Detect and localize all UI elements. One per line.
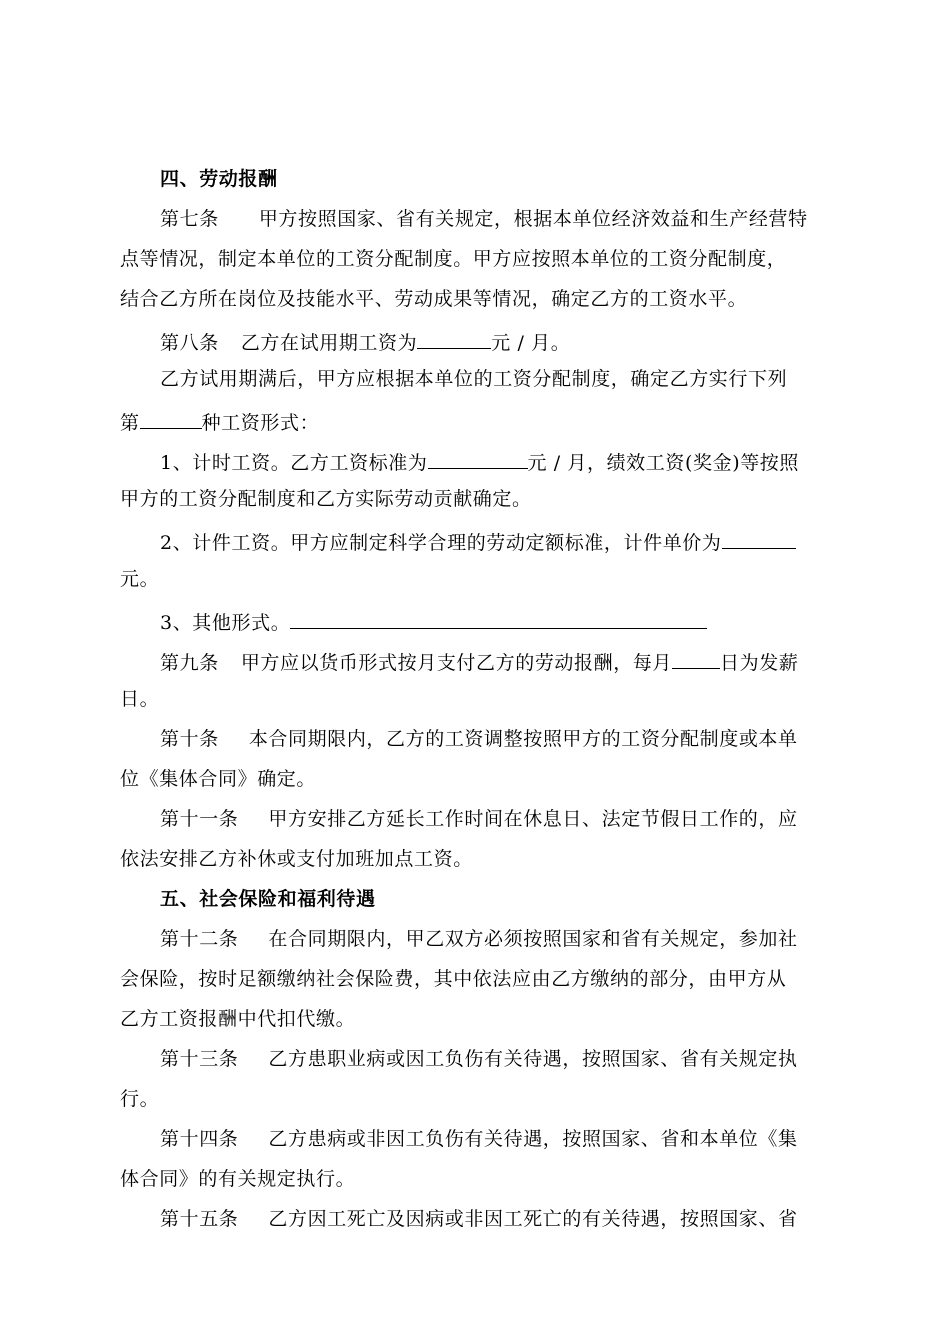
article-10-number: 第十条 — [160, 728, 219, 750]
article-12-number: 第十二条 — [160, 928, 239, 950]
option-1-line-1 — [160, 446, 799, 476]
article-10-line-2: 位《集体合同》确定。 — [120, 768, 317, 790]
article-11-line-2: 依法安排乙方补休或支付加班加点工资。 — [120, 848, 473, 870]
article-11-number: 第十一条 — [160, 808, 239, 830]
option-1-text-a: 1、计时工资。乙方工资标准为 — [160, 452, 428, 474]
article-14-line-1 — [160, 1126, 798, 1152]
article-11-text-1: 甲方安排乙方延长工作时间在休息日、法定节假日工作的，应 — [268, 808, 798, 830]
wage-form-prefix: 第 — [120, 412, 140, 434]
article-9-line-1 — [160, 646, 798, 676]
option-2-line-2: 元。 — [120, 568, 160, 590]
article-15-number: 第十五条 — [160, 1208, 239, 1230]
article-8-para-2-line-1: 乙方试用期满后，甲方应根据本单位的工资分配制度，确定乙方实行下列 — [160, 368, 788, 390]
article-15-text-1: 乙方因工死亡及因病或非因工死亡的有关待遇，按照国家、省 — [268, 1208, 798, 1230]
article-7-line-3: 结合乙方所在岗位及技能水平、劳动成果等情况，确定乙方的工资水平。 — [120, 288, 748, 310]
article-8-line-1 — [160, 326, 570, 356]
other-form-blank[interactable] — [290, 606, 707, 629]
article-9-number: 第九条 — [160, 652, 219, 674]
article-9-text-a: 甲方应以货币形式按月支付乙方的劳动报酬，每月 — [240, 652, 673, 674]
article-13-text-1: 乙方患职业病或因工负伤有关待遇，按照国家、省有关规定执 — [268, 1048, 798, 1070]
article-8-number: 第八条 — [160, 332, 219, 354]
article-11-line-1 — [160, 806, 798, 832]
article-8-text-a: 乙方在试用期工资为 — [240, 332, 418, 354]
article-9-line-2: 日。 — [120, 688, 160, 710]
payday-blank[interactable] — [672, 646, 720, 669]
article-13-line-1 — [160, 1046, 798, 1072]
section-heading-social-insurance: 五、社会保险和福利待遇 — [160, 888, 376, 910]
wage-form-suffix: 种工资形式： — [201, 412, 320, 434]
article-7-line-2: 点等情况，制定本单位的工资分配制度。甲方应按照本单位的工资分配制度， — [120, 248, 787, 270]
article-10-text-1: 本合同期限内，乙方的工资调整按照甲方的工资分配制度或本单 — [248, 728, 798, 750]
article-7-number: 第七条 — [160, 208, 219, 230]
wage-form-blank[interactable] — [140, 406, 202, 429]
article-14-line-2: 体合同》的有关规定执行。 — [120, 1168, 356, 1190]
option-2-line-1 — [160, 526, 796, 556]
time-wage-blank[interactable] — [428, 446, 528, 469]
article-15-line-1 — [160, 1206, 798, 1232]
article-7-line-1 — [160, 206, 808, 232]
option-1-line-2: 甲方的工资分配制度和乙方实际劳动贡献确定。 — [120, 488, 532, 510]
article-8-para-2-line-2 — [120, 406, 319, 436]
option-3-line — [160, 606, 707, 636]
probation-salary-blank[interactable] — [417, 326, 491, 349]
option-3-text: 3、其他形式。 — [160, 612, 291, 634]
article-12-line-1 — [160, 926, 798, 952]
article-13-line-2: 行。 — [120, 1088, 160, 1110]
option-1-text-b: 元 / 月，绩效工资(奖金)等按照 — [527, 452, 800, 474]
article-12-text-1: 在合同期限内，甲乙双方必须按照国家和省有关规定，参加社 — [268, 928, 798, 950]
article-8-text-b: 元 / 月。 — [491, 332, 571, 354]
article-14-text-1: 乙方患病或非因工负伤有关待遇，按照国家、省和本单位《集 — [268, 1128, 798, 1150]
article-9-text-b: 日为发薪 — [720, 652, 799, 674]
article-12-line-2: 会保险，按时足额缴纳社会保险费，其中依法应由乙方缴纳的部分，由甲方从 — [120, 968, 787, 990]
section-heading-labor-remuneration: 四、劳动报酬 — [160, 168, 278, 190]
piece-rate-blank[interactable] — [722, 526, 796, 549]
article-13-number: 第十三条 — [160, 1048, 239, 1070]
option-2-text: 2、计件工资。甲方应制定科学合理的劳动定额标准，计件单价为 — [160, 532, 722, 554]
article-14-number: 第十四条 — [160, 1128, 239, 1150]
article-7-text-1: 甲方按照国家、省有关规定，根据本单位经济效益和生产经营特 — [258, 208, 808, 230]
article-10-line-1 — [160, 726, 798, 752]
article-12-line-3: 乙方工资报酬中代扣代缴。 — [120, 1008, 356, 1030]
